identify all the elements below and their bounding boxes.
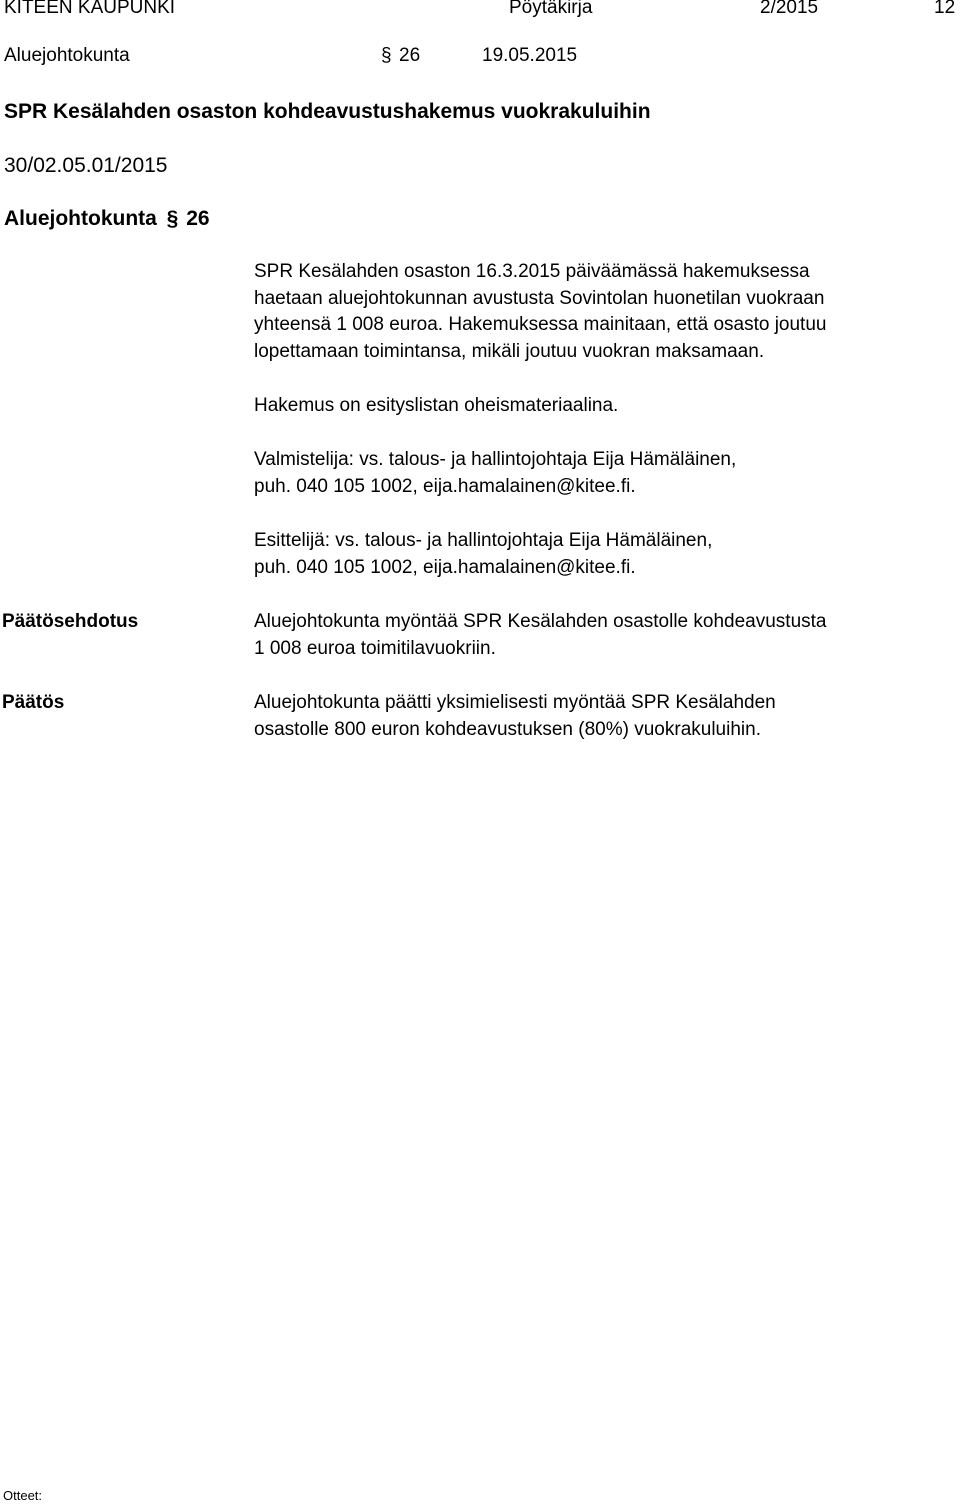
decision-text	[254, 690, 960, 743]
text-line: lopettamaan toimintansa, mikäli joutuu vuokran maksamaan.	[254, 340, 765, 362]
text-line: Hakemus on esityslistan oheismateriaalina.	[254, 395, 619, 416]
section-heading	[4, 206, 210, 232]
header-section-sign: §	[381, 45, 392, 66]
header-date: 19.05.2015	[482, 45, 578, 66]
header-org: KITEEN KAUPUNKI	[4, 0, 176, 18]
text-line: haetaan aluejohtokunnan avustusta Sovintolan huonetilan vuokraan	[254, 287, 825, 309]
decision-label: Päätös	[2, 692, 65, 713]
proposal-label: Päätösehdotus	[2, 611, 139, 632]
text-line: Aluejohtokunta päätti yksimielisesti myöntää SPR Kesälahden	[254, 692, 776, 713]
header-doc-no: 2/2015	[760, 0, 819, 18]
paragraph-application	[254, 259, 960, 365]
text-line: puh. 040 105 1002, eija.hamalainen@kitee.fi.	[254, 475, 636, 497]
section-heading-number: 26	[186, 207, 210, 230]
text-line: SPR Kesälahden osaston 16.3.2015 päiväämässä hakemuksessa	[254, 261, 810, 282]
section-heading-body: Aluejohtokunta	[4, 207, 157, 230]
section-heading-sign: §	[166, 207, 179, 230]
header-page-number: 12	[934, 0, 956, 18]
preparer-info	[254, 447, 960, 500]
paragraph-attachment-note	[254, 393, 960, 420]
text-line: 1 008 euroa toimitilavuokriin.	[254, 637, 496, 659]
attachments-label: Otteet:	[3, 1488, 43, 1503]
text-line: osastolle 800 euron kohdeavustuksen (80%) vuokrakuluihin.	[254, 718, 761, 740]
text-line: Esittelijä: vs. talous- ja hallintojohtaja Eija Hämäläinen,	[254, 530, 713, 551]
text-line: Valmistelija: vs. talous- ja hallintojohtaja Eija Hämäläinen,	[254, 449, 737, 470]
presenter-info	[254, 528, 960, 581]
text-line: yhteensä 1 008 euroa. Hakemuksessa mainitaan, että osasto joutuu	[254, 314, 827, 335]
text-line: Aluejohtokunta myöntää SPR Kesälahden osastolle kohdeavustusta	[254, 611, 827, 632]
header-doc-type: Pöytäkirja	[509, 0, 593, 18]
matter-title: SPR Kesälahden osaston kohdeavustushakemus vuokrakuluihin	[4, 100, 651, 123]
case-number: 30/02.05.01/2015	[4, 154, 168, 177]
header-section-no: 26	[399, 45, 421, 66]
proposal-text	[254, 609, 960, 662]
header-body-name: Aluejohtokunta	[4, 45, 130, 66]
text-line: puh. 040 105 1002, eija.hamalainen@kitee.fi.	[254, 556, 636, 578]
